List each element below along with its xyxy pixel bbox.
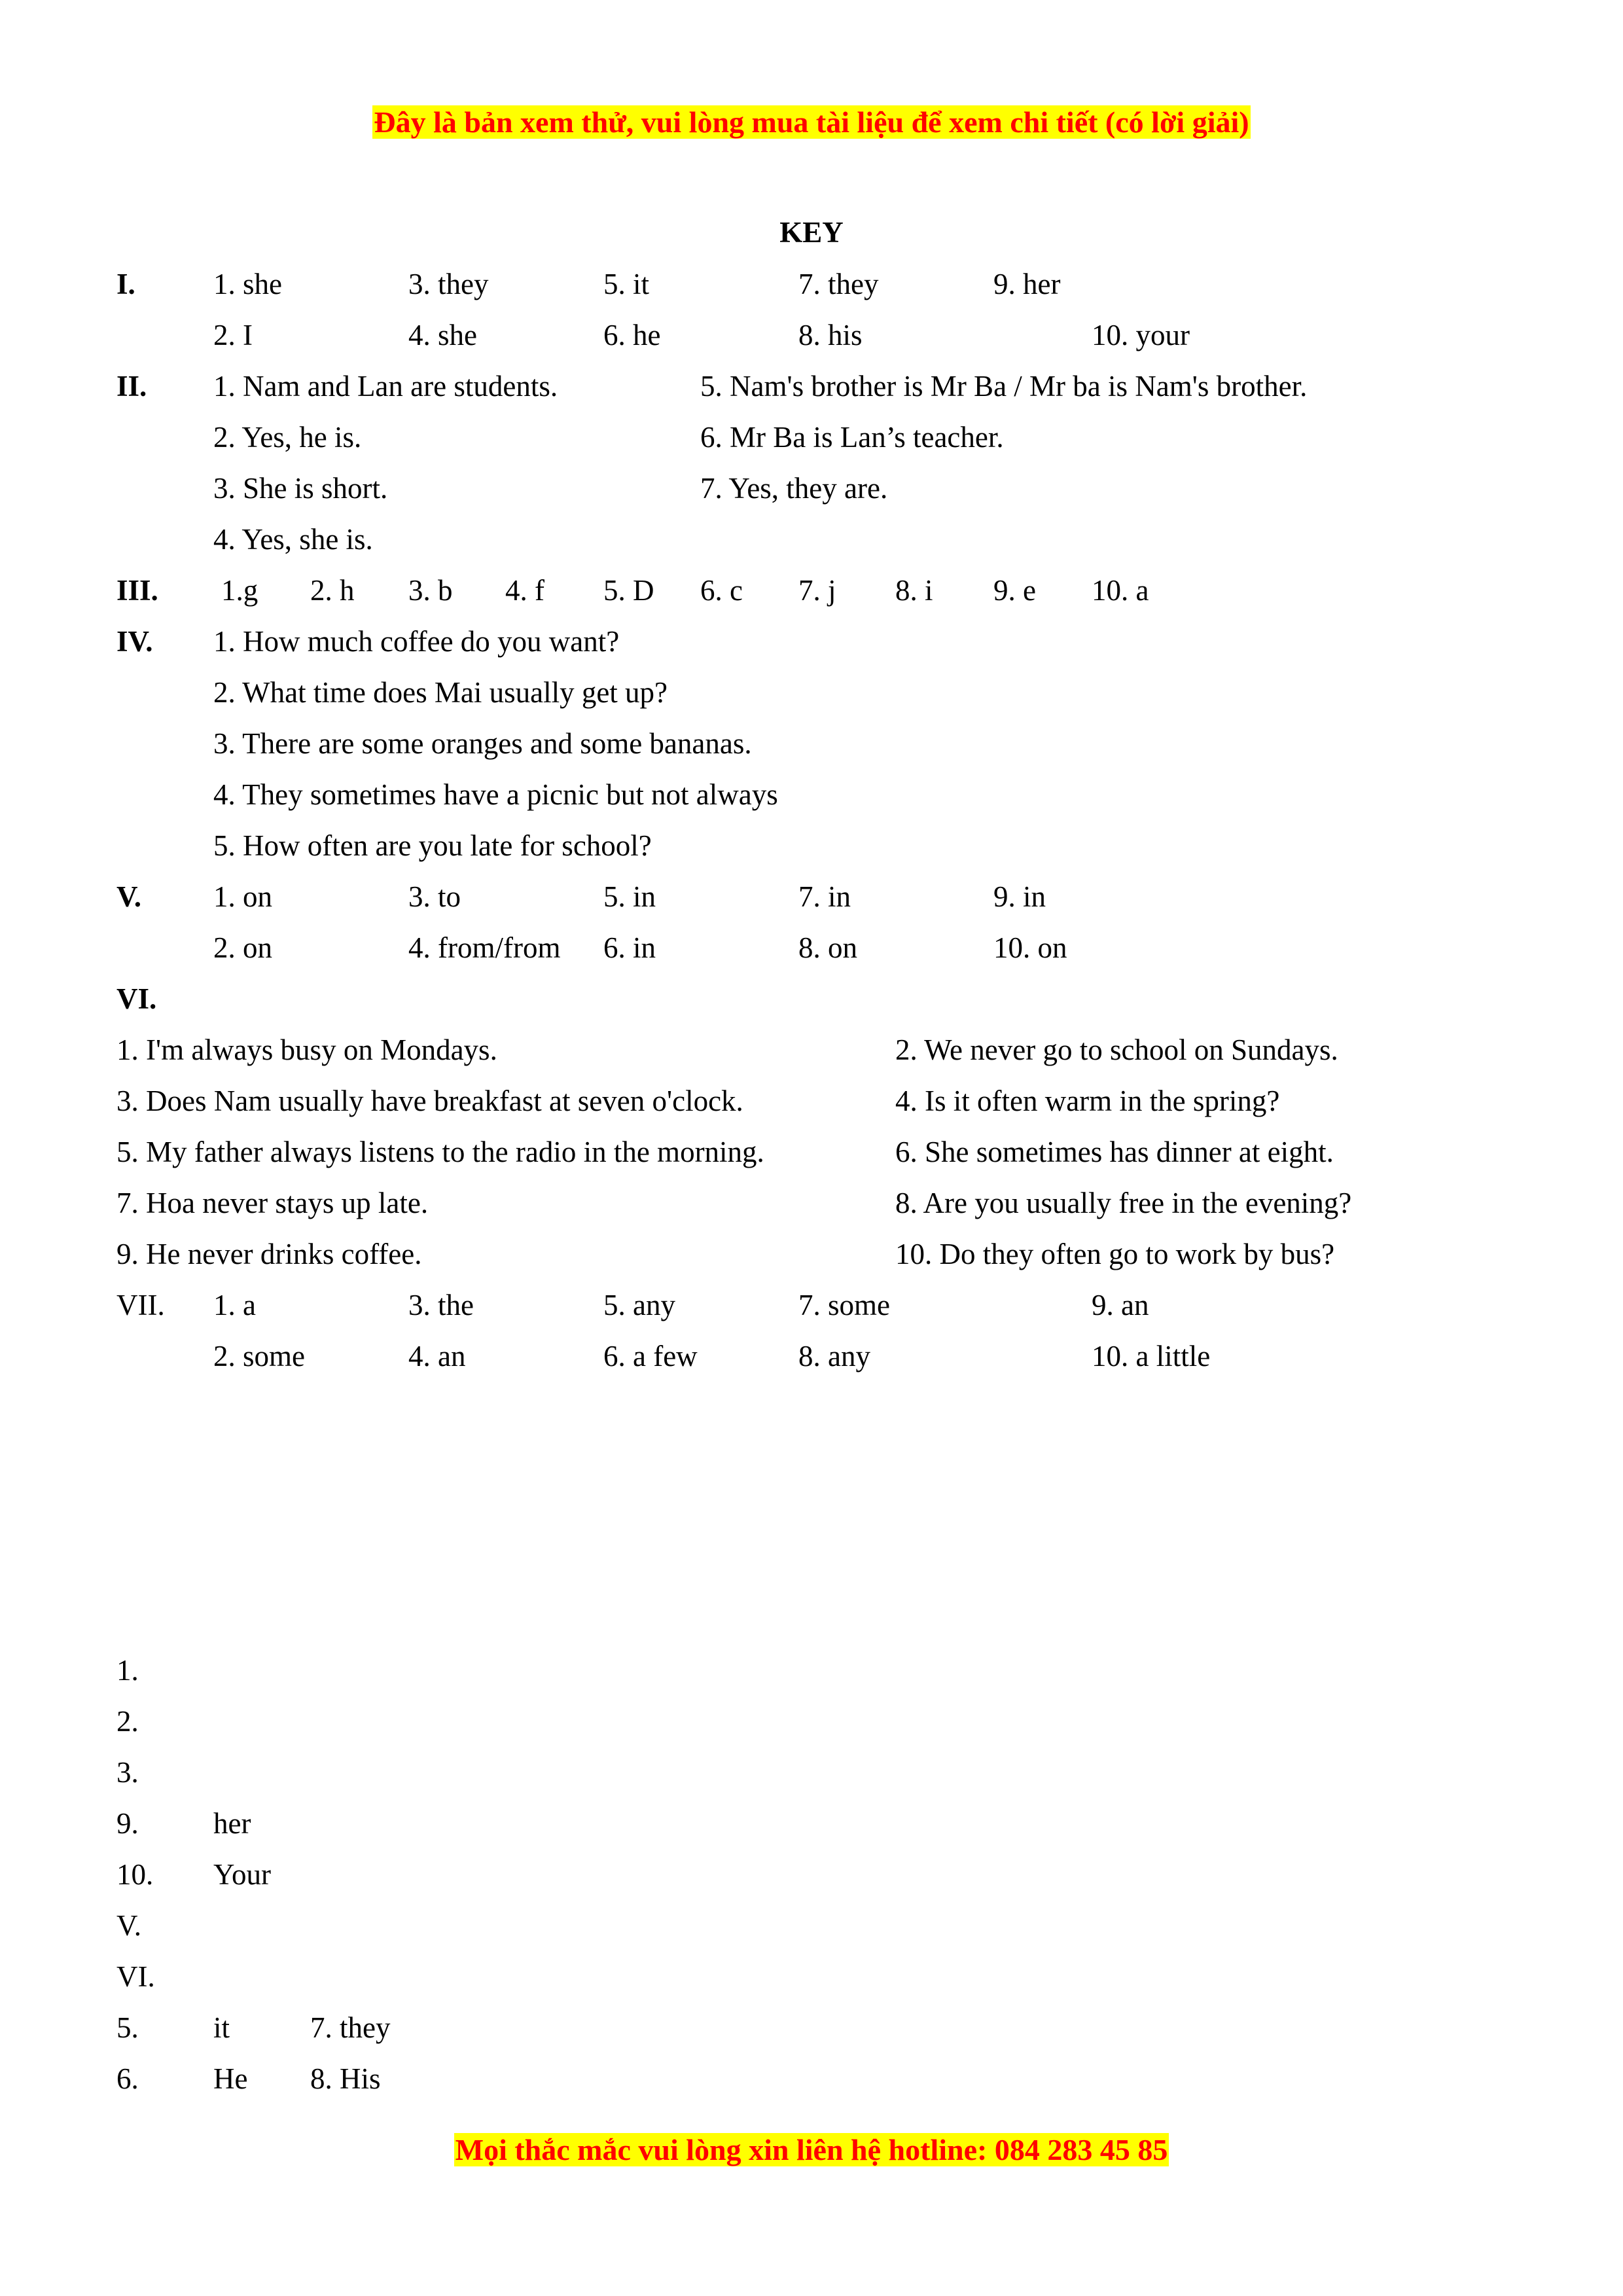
answer-item: 3. b	[408, 574, 453, 607]
section-label-ii: II.	[116, 370, 147, 403]
answer-item: 7. in	[798, 880, 851, 913]
section-label-vii: VII.	[116, 1289, 165, 1321]
answer-item: 5. it	[603, 268, 650, 300]
answer-item: 3. She is short.	[213, 472, 388, 505]
answer-item: 7. j	[798, 574, 836, 607]
answer-item: 7. some	[798, 1289, 890, 1321]
answer-item: 10. a little	[1092, 1340, 1211, 1372]
answer-item: 6. in	[603, 931, 656, 964]
answer-item: 8. Are you usually free in the evening?	[895, 1187, 1352, 1219]
answer-item: 2. some	[213, 1340, 305, 1372]
answer-item: 7. they	[798, 268, 879, 300]
answer-item: 1. Nam and Lan are students.	[213, 370, 558, 403]
answer-item: 4. They sometimes have a picnic but not always	[213, 778, 778, 811]
answer-item: 1. on	[213, 880, 272, 913]
answer-item: 1. she	[213, 268, 282, 300]
answer-item: 9. an	[1092, 1289, 1149, 1321]
answer-item: 7. Yes, they are.	[700, 472, 888, 505]
leftover-text: 7. they	[310, 2011, 391, 2044]
answer-item: 8. his	[798, 319, 863, 351]
answer-item: 10. a	[1092, 574, 1149, 607]
leftover-text: it	[213, 2011, 230, 2044]
answer-item: 5. any	[603, 1289, 675, 1321]
leftover-line: 9.	[116, 1807, 139, 1840]
answer-item: 9. e	[993, 574, 1036, 607]
answer-item: 4. from/from	[408, 931, 561, 964]
answer-item: 2. Yes, he is.	[213, 421, 362, 454]
answer-item: 1. How much coffee do you want?	[213, 625, 620, 658]
answer-item: 3. to	[408, 880, 461, 913]
hotline-banner	[0, 2132, 1623, 2167]
answer-item: 4. Is it often warm in the spring?	[895, 1085, 1280, 1117]
leftover-line: 1.	[116, 1654, 139, 1687]
leftover-text: Your	[213, 1858, 271, 1891]
answer-item: 4. f	[505, 574, 544, 607]
leftover-line: 2.	[116, 1705, 139, 1738]
section-label-vi: VI.	[116, 982, 157, 1015]
preview-notice-text: Đây là bản xem thử, vui lòng mua tài liệu để xem chi tiết (có lời giải)	[374, 105, 1249, 139]
answer-item: 4. Yes, she is.	[213, 523, 373, 556]
answer-item: 2. I	[213, 319, 253, 351]
leftover-text: He	[213, 2062, 248, 2095]
leftover-line: 5.	[116, 2011, 139, 2044]
answer-item: 5. My father always listens to the radio in the morning.	[116, 1136, 764, 1168]
section-label-iv: IV.	[116, 625, 153, 658]
leftover-text: her	[213, 1807, 251, 1840]
answer-item: 3. the	[408, 1289, 474, 1321]
answer-item: 1.g	[221, 574, 259, 607]
answer-item: 4. she	[408, 319, 477, 351]
answer-item: 5. Nam's brother is Mr Ba / Mr ba is Nam's brother.	[700, 370, 1308, 403]
answer-item: 6. he	[603, 319, 661, 351]
section-label-v: V.	[116, 880, 141, 913]
answer-item: 10. your	[1092, 319, 1190, 351]
leftover-line: 6.	[116, 2062, 139, 2095]
answer-item: 9. in	[993, 880, 1046, 913]
answer-item: 2. What time does Mai usually get up?	[213, 676, 668, 709]
answer-item: 5. D	[603, 574, 654, 607]
answer-item: 6. She sometimes has dinner at eight.	[895, 1136, 1334, 1168]
answer-item: 2. h	[310, 574, 355, 607]
leftover-line: VI.	[116, 1960, 155, 1993]
answer-item: 4. an	[408, 1340, 466, 1372]
answer-item: 1. I'm always busy on Mondays.	[116, 1033, 497, 1066]
answer-item: 3. There are some oranges and some bananas.	[213, 727, 752, 760]
answer-item: 6. a few	[603, 1340, 698, 1372]
answer-item: 8. on	[798, 931, 857, 964]
answer-item: 9. her	[993, 268, 1061, 300]
leftover-line: V.	[116, 1909, 141, 1942]
answer-item: 9. He never drinks coffee.	[116, 1238, 422, 1270]
answer-item: 5. How often are you late for school?	[213, 829, 652, 862]
answer-item: 3. they	[408, 268, 489, 300]
answer-item: 6. Mr Ba is Lan’s teacher.	[700, 421, 1004, 454]
leftover-line: 10.	[116, 1858, 154, 1891]
answer-item: 8. i	[895, 574, 933, 607]
answer-item: 5. in	[603, 880, 656, 913]
page-title: KEY	[779, 216, 844, 249]
answer-item: 3. Does Nam usually have breakfast at seven o'clock.	[116, 1085, 743, 1117]
section-label-i: I.	[116, 268, 135, 300]
answer-item: 10. Do they often go to work by bus?	[895, 1238, 1335, 1270]
leftover-line: 3.	[116, 1756, 139, 1789]
answer-item: 8. any	[798, 1340, 870, 1372]
answer-item: 1. a	[213, 1289, 256, 1321]
answer-item: 2. on	[213, 931, 272, 964]
answer-item: 7. Hoa never stays up late.	[116, 1187, 429, 1219]
answer-item: 6. c	[700, 574, 743, 607]
answer-item: 10. on	[993, 931, 1067, 964]
leftover-text: 8. His	[310, 2062, 381, 2095]
hotline-text: Mọi thắc mắc vui lòng xin liên hệ hotline: 084 283 45 85	[455, 2133, 1168, 2166]
answer-item: 2. We never go to school on Sundays.	[895, 1033, 1338, 1066]
section-label-iii: III.	[116, 574, 158, 607]
preview-notice-banner	[0, 105, 1623, 139]
